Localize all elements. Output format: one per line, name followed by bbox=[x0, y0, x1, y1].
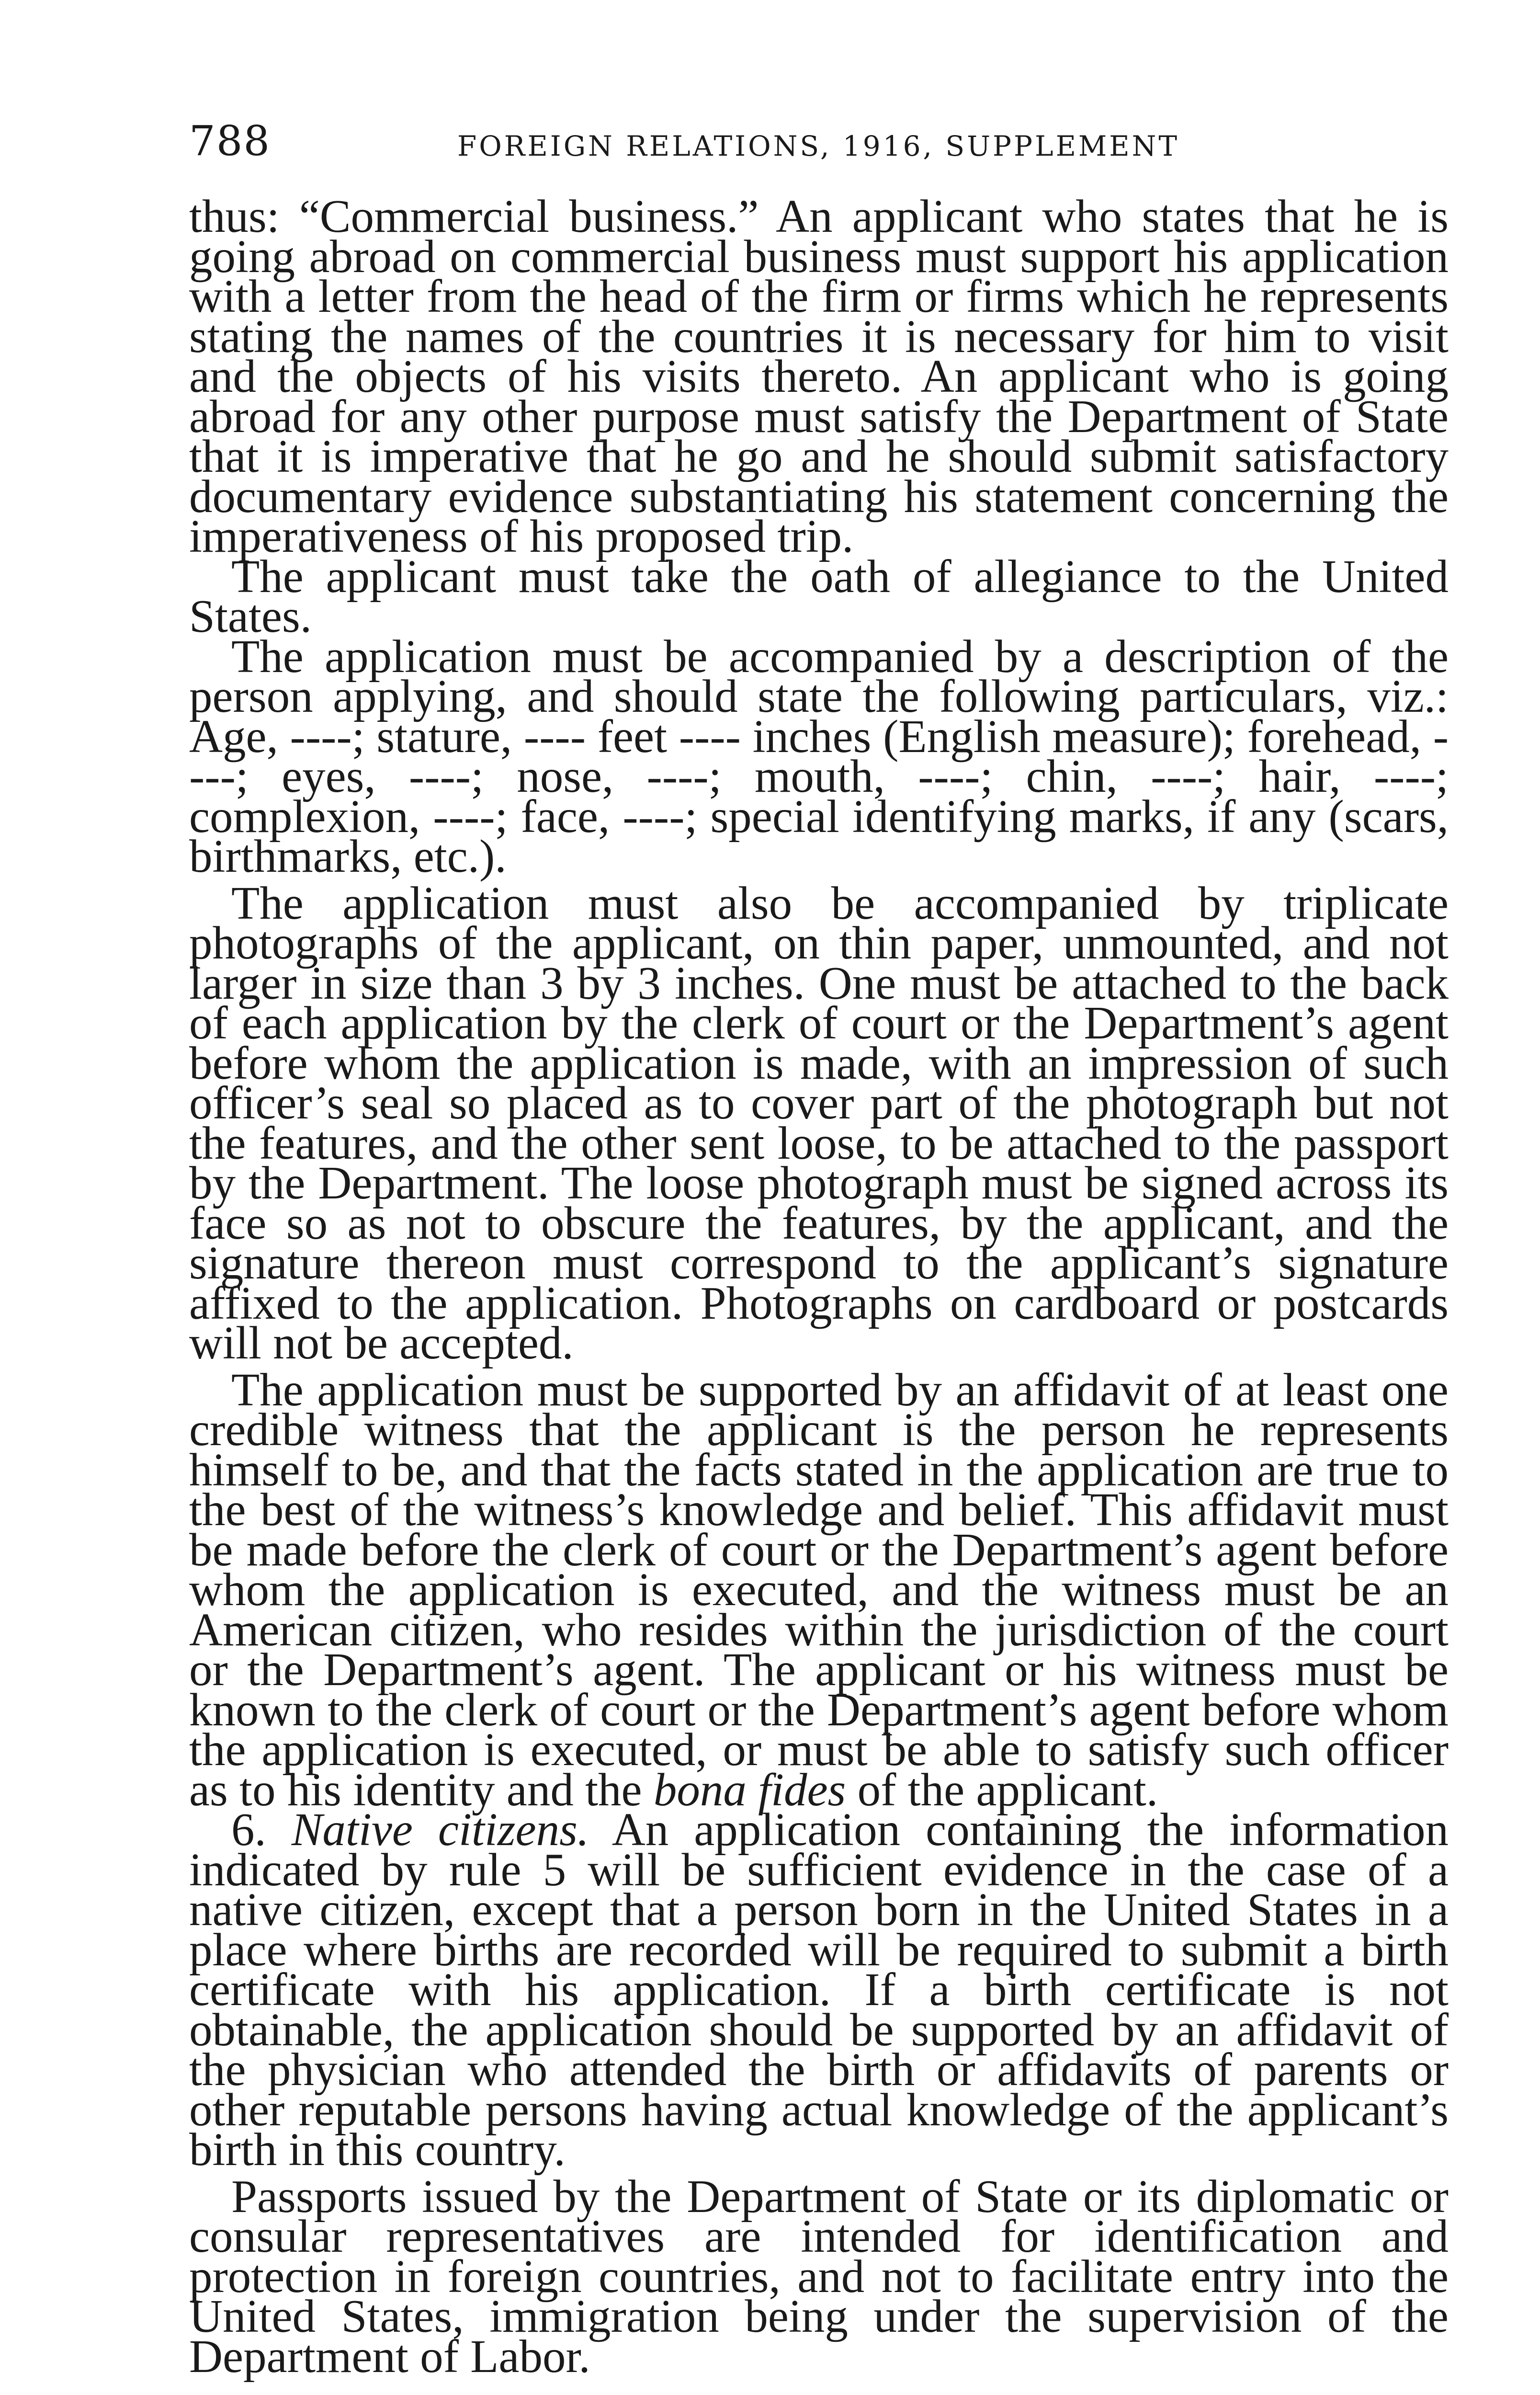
witness-affidavit-text-end: of the applicant. bbox=[846, 1764, 1158, 1815]
paragraph-commercial-business: thus: “Commercial business.” An applicant who states that he is going abroad on commercial business must support his application with a letter from the head of the firm or firms which he represents stating the names of the countries it is necessary for him to visit and the objects of his visits thereto. An applicant who is going abroad for any other purpose must satisfy the Department of State that it is imperative that he go and he should submit satisfactory documentary evidence substantiating his statement concerning the imperativeness of his proposed trip. bbox=[189, 191, 1449, 562]
paragraph-passports-purpose: Passports issued by the Department of State or its diplomatic or consular representatives are intended for identification and protection in foreign countries, and not to facilitate entry into the United States, immigration being under the supervision of the Department of Labor. bbox=[189, 2170, 1449, 2382]
witness-affidavit-text: The application must be supported by an affidavit of at least one credible witness that the applicant is the person he represents himself to be, and that the facts stated in the application are true to the best of the witness’s knowledge and belief. This affidavit must be made before the clerk of court or the Department’s agent before whom the application is executed, and the witness must be an American citizen, who resides within the jurisdiction of the court or the Department’s agent. The applicant or his witness must be known to the clerk of court or the Department’s agent before whom the application is executed, or must be able to satisfy such officer as to his identity and the bbox=[189, 1364, 1449, 1815]
paragraph-witness-affidavit bbox=[189, 1364, 1449, 1815]
native-citizens-heading: Native citizens. bbox=[291, 1804, 589, 1855]
running-title: FOREIGN RELATIONS, 1916, SUPPLEMENT bbox=[457, 130, 1180, 162]
paragraph-description-of-applicant: The application must be accompanied by a description of the person applying, and should state the following particulars, viz.: Age, ----; stature, ---- feet ---- inches (English measure); forehead, ----; eyes, ----; nose, ----; mouth, ----; chin, ----; hair, ----; complexion, ----; face, ----; special identifying marks, if any (scars, birthmarks, etc.). bbox=[189, 630, 1449, 882]
body-text bbox=[189, 191, 1449, 2382]
rule-number: 6. bbox=[231, 1804, 292, 1855]
native-citizens-text: An application containing the information indicated by rule 5 will be sufficient evidence in the case of a native citizen, except that a person born in the United States in a place where births are recorded will be required to submit a birth certificate with his application. If a birth certificate is not obtainable, the application should be supported by an affidavit of the physician who attended the birth or affidavits of parents or other reputable persons having actual knowledge of the applicant’s birth in this country. bbox=[189, 1804, 1449, 2175]
page-number: 788 bbox=[189, 117, 271, 165]
page-header bbox=[189, 117, 1257, 170]
bona-fides-italic: bona fides bbox=[653, 1764, 846, 1815]
paragraph-oath-of-allegiance: The applicant must take the oath of allegiance to the United States. bbox=[189, 550, 1449, 642]
paragraph-native-citizens bbox=[189, 1804, 1449, 2175]
paragraph-photographs: The application must also be accompanied by triplicate photographs of the applicant, on thin paper, unmounted, and not larger in size than 3 by 3 inches. One must be attached to the back of each application by the clerk of court or the Department’s agent before whom the application is made, with an impression of such officer’s seal so placed as to cover part of the photograph but not the features, and the other sent loose, to be attached to the passport by the Department. The loose photograph must be signed across its face so as not to obscure the features, by the applicant, and the signature thereon must correspond to the applicant’s signature affixed to the application. Photographs on cardboard or postcards will not be accepted. bbox=[189, 877, 1449, 1369]
